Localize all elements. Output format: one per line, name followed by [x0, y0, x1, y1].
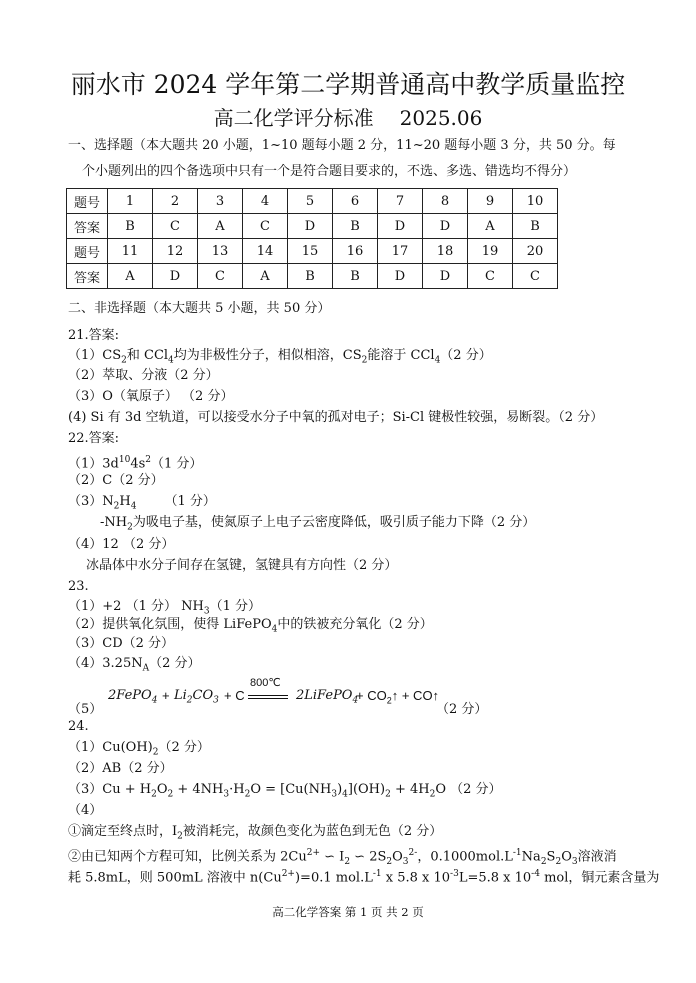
answer-table: [66, 188, 558, 289]
eq-plus-carbon: + C: [224, 688, 245, 703]
table-row: [67, 264, 558, 289]
answer-cell: B: [108, 214, 153, 239]
exam-date: 2025.06: [399, 106, 483, 130]
q23-part5-equation: [68, 677, 688, 717]
answer-cell: A: [468, 214, 513, 239]
answer-cell: D: [288, 214, 333, 239]
question-number: 12: [153, 239, 198, 264]
answer-cell: A: [198, 214, 243, 239]
eq-product2: + $CO_2↑$ + CO↑: [356, 688, 440, 706]
section1-instructions-line1: 一、选择题（本大题共 20 小题，1~10 题每小题 2 分，11~20 题每小题 3 分，共 50 分。每: [68, 138, 616, 153]
question-number: 20: [513, 239, 558, 264]
answer-cell: D: [378, 264, 423, 289]
page-subtitle: [0, 104, 696, 132]
answer-cell: C: [198, 264, 243, 289]
answer-cell: A: [243, 264, 288, 289]
q24-part1: $(1)Cu(OH)_2(2$ 分）: [68, 740, 210, 758]
answer-cell: C: [468, 264, 513, 289]
q22-part3-explanation: $-NH_2$为吸电子基，使氮原子上电子云密度降低，吸引质子能力下降（2 分）: [100, 515, 536, 533]
page-footer: 高二化学答案 第 1 页 共 2 页: [272, 905, 424, 919]
question-number: 11: [108, 239, 153, 264]
row-label: 答案: [67, 214, 108, 239]
q21-part3: （3）O（氧原子） （2 分）: [68, 389, 234, 404]
answer-cell: D: [153, 264, 198, 289]
question-number: 19: [468, 239, 513, 264]
row-label: 答案: [67, 264, 108, 289]
question-number: 1: [108, 189, 153, 214]
q24-part4-step1: ①滴定至终点时，$I_2$被消耗完，故颜色变化为蓝色到无色（2 分）: [68, 824, 443, 842]
eq-label: （5）: [68, 702, 103, 717]
question-number: 2: [153, 189, 198, 214]
q24-heading: 24.: [68, 719, 89, 734]
page-title: 丽水市 2024 学年第二学期普通高中教学质量监控: [70, 70, 626, 99]
q21-heading: 21.答案:: [68, 328, 120, 343]
q22-part4: （4）12 （2 分）: [68, 537, 175, 552]
answer-cell: D: [423, 214, 468, 239]
eq-equals-sign: [248, 695, 288, 699]
eq-score: （2 分）: [436, 702, 488, 717]
q23-part1: （1）+2 （1 分） $NH_3(1$ 分）: [68, 599, 261, 617]
answer-cell: C: [243, 214, 288, 239]
answer-cell: D: [378, 214, 423, 239]
question-number: 15: [288, 239, 333, 264]
answer-cell: B: [333, 264, 378, 289]
eq-plus: +: [162, 688, 170, 703]
question-number: 8: [423, 189, 468, 214]
question-number: 6: [333, 189, 378, 214]
q24-part4-step2-line1: ②由已知两个方程可知，比例关系为 $2Cu^{2+}$ ∽ $I_2$ ∽ $2S_2O_3^{2-}$，$0.1000mol.L^{-1}Na_2S_2O_3$溶液消: [68, 848, 617, 867]
section1-instructions-line2: 个小题列出的四个备选项中只有一个是符合题目要求的，不选、多选、错选均不得分）: [82, 164, 577, 179]
question-number: 5: [288, 189, 333, 214]
q21-part4: (4) Si 有 3d 空轨道，可以接受水分子中氧的孤对电子；Si-Cl 键极性较强，易断裂。（2 分）: [68, 410, 604, 425]
question-number: 3: [198, 189, 243, 214]
answer-cell: C: [513, 264, 558, 289]
row-label: 题号: [67, 239, 108, 264]
q21-part2: （2）萃取、分液（2 分）: [68, 368, 219, 383]
question-number: 14: [243, 239, 288, 264]
q22-part1: $(1)3d^{10}4s^2(1$ 分）: [68, 455, 203, 472]
section2-title: 二、非选择题（本大题共 5 小题，共 50 分）: [68, 301, 331, 316]
q23-part4: $(4)3.25N_A(2$ 分）: [68, 656, 201, 674]
answer-cell: B: [513, 214, 558, 239]
answer-cell: B: [288, 264, 333, 289]
eq-condition: 800℃: [250, 677, 281, 689]
eq-product1: 2LiFePO$_4$: [296, 688, 359, 706]
q23-part3: （3）CD（2 分）: [68, 636, 175, 651]
q22-part3: $(3)N_2H_4$ （1 分）: [68, 494, 216, 512]
question-number: 18: [423, 239, 468, 264]
eq-reactant2: $Li_2CO_3$: [174, 688, 219, 706]
q22-heading: 22.答案:: [68, 431, 120, 446]
question-number: 7: [378, 189, 423, 214]
q24-part4-step2-line2: 耗 5.8mL，则 500mL 溶液中 $n(Cu^{2+})=0.1$ $mol.L^{-1}$ x 5.8 x $10^{-3}L=5.8$ x $10^{-4}$ mol，铜元素含量为: [68, 869, 660, 886]
q21-part1: $(1)CS_2$和 CCl$_4$均为非极性分子，相似相溶，$CS_2$能溶于 CCl$_4$（2 分）: [68, 348, 492, 366]
q22-part4-explanation: 冰晶体中水分子间存在氢键，氢键具有方向性（2 分）: [86, 558, 398, 573]
question-number: 16: [333, 239, 378, 264]
q23-heading: 23.: [68, 579, 89, 594]
answer-cell: B: [333, 214, 378, 239]
answer-cell: D: [423, 264, 468, 289]
table-row: [67, 189, 558, 214]
question-number: 17: [378, 239, 423, 264]
table-row: [67, 239, 558, 264]
q24-part3: $(3)Cu + H_2O_2 + 4NH_3\cdot H_2O = [Cu(NH_3)_4](OH)_2 + 4H_2O$ （2 分）: [68, 782, 502, 800]
q23-part2: （2）提供氧化氛围，使得 LiFePO$_4$中的铁被充分氧化（2 分）: [68, 617, 433, 635]
eq-reactant1: 2FePO$_4$: [108, 688, 158, 706]
question-number: 10: [513, 189, 558, 214]
q24-part2: （2）AB（2 分）: [68, 761, 173, 776]
row-label: 题号: [67, 189, 108, 214]
q22-part2: （2）C（2 分）: [68, 473, 164, 488]
question-number: 13: [198, 239, 243, 264]
q24-part4: （4）: [68, 803, 103, 818]
answer-cell: A: [108, 264, 153, 289]
question-number: 9: [468, 189, 513, 214]
answer-cell: C: [153, 214, 198, 239]
table-row: [67, 214, 558, 239]
subtitle-text: 高二化学评分标准: [213, 106, 374, 130]
question-number: 4: [243, 189, 288, 214]
